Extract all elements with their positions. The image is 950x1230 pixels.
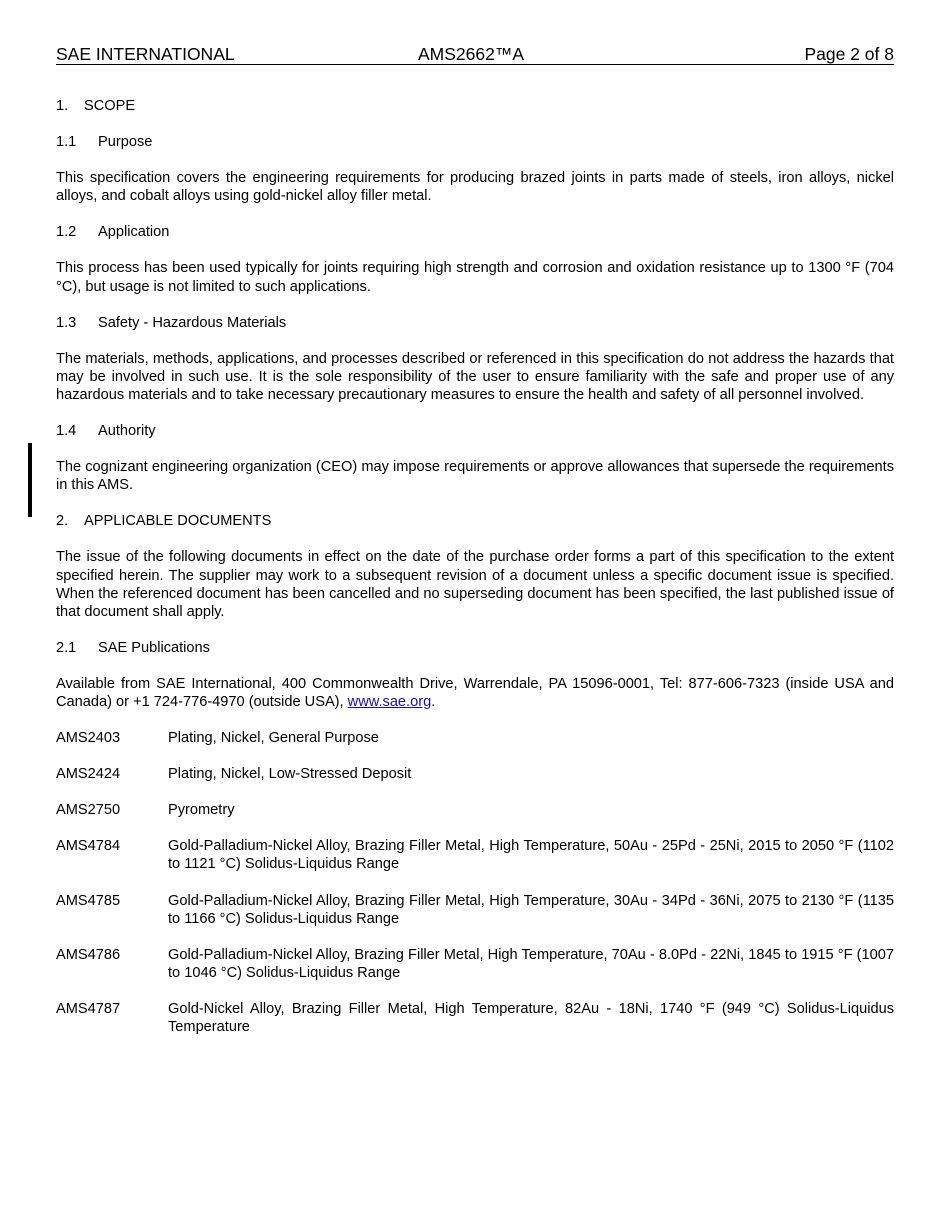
section-1-2-heading	[56, 223, 894, 241]
document-body	[56, 97, 894, 1054]
reference-code: AMS2403	[56, 730, 121, 747]
applicable-documents-paragraph: The issue of the following documents in effect on the date of the purchase order forms a part of this specification to the extent specified herein. The supplier may work to a subsequent revision of a document unless a specific document issue is specified. When the referenced document has been cancelled and no superseding document has been specified, the last published issue of that document shall apply.	[56, 549, 894, 620]
reference-item	[56, 729, 894, 747]
reference-code: AMS2424	[56, 766, 121, 783]
reference-item	[56, 892, 894, 928]
reference-code: AMS4786	[56, 946, 121, 963]
reference-title: Plating, Nickel, Low-Stressed Deposit	[168, 766, 412, 783]
reference-item	[56, 1000, 894, 1036]
reference-item	[56, 765, 894, 783]
authority-paragraph: The cognizant engineering organization (CEO) may impose requirements or approve allowances that supersede the requirements in this AMS.	[56, 459, 894, 494]
link-trailing-period: .	[431, 693, 436, 710]
section-2-1-heading	[56, 639, 894, 657]
reference-title: Gold-Nickel Alloy, Brazing Filler Metal, High Temperature, 82Au - 18Ni, 1740 °F (949 °C) Solidus-Liquidus Temperature	[168, 1000, 894, 1035]
reference-code: AMS2750	[56, 802, 121, 819]
header-document-id: AMS2662™A	[418, 44, 525, 64]
reference-title: Gold-Palladium-Nickel Alloy, Brazing Filler Metal, High Temperature, 50Au - 25Pd - 25Ni, 2015 to 2050 °F (1102 to 1121 °C) Solidus-Liquidus Range	[168, 838, 894, 873]
section-number: 1.1	[56, 134, 77, 151]
section-1-4-heading	[56, 422, 894, 440]
section-number: 2.1	[56, 639, 77, 656]
section-title: SAE Publications	[98, 639, 210, 656]
sae-website-link[interactable]: www.sae.org	[347, 693, 432, 710]
header-page-number: Page 2 of 8	[804, 44, 894, 64]
reference-list	[56, 729, 894, 1036]
safety-paragraph: The materials, methods, applications, and processes described or referenced in this specification do not address the hazards that may be involved in such use. It is the sole responsibility of the user to ensure familiarity with the safe and proper use of any hazardous materials and to take necessary precautionary measures to ensure the health and safety of all personnel involved.	[56, 350, 894, 403]
section-number: 1.3	[56, 314, 77, 331]
header-organization: SAE INTERNATIONAL	[56, 44, 235, 64]
section-title: SCOPE	[84, 98, 136, 114]
application-paragraph: This process has been used typically for joints requiring high strength and corrosion and oxidation resistance up to 1300 °F (704 °C), but usage is not limited to such applications.	[56, 260, 894, 295]
reference-code: AMS4784	[56, 838, 121, 855]
section-title: Purpose	[98, 134, 153, 151]
reference-title: Pyrometry	[168, 802, 235, 819]
purpose-paragraph: This specification covers the engineering requirements for producing brazed joints in parts made of steels, iron alloys, nickel alloys, and cobalt alloys using gold-nickel alloy filler metal.	[56, 170, 894, 205]
section-title: Authority	[98, 423, 156, 440]
section-number: 1.2	[56, 224, 77, 241]
section-1-3-heading	[56, 314, 894, 332]
reference-title: Gold-Palladium-Nickel Alloy, Brazing Filler Metal, High Temperature, 30Au - 34Pd - 36Ni, 2075 to 2130 °F (1135 to 1166 °C) Solidus-Liquidus Range	[168, 892, 894, 927]
section-2-heading	[56, 512, 894, 530]
section-title: APPLICABLE DOCUMENTS	[84, 513, 272, 530]
section-number: 2.	[56, 513, 69, 530]
reference-item	[56, 837, 894, 873]
section-1-heading	[56, 97, 894, 115]
section-number: 1.4	[56, 423, 77, 440]
sae-publications-paragraph	[56, 675, 894, 711]
reference-code: AMS4785	[56, 892, 121, 909]
reference-code: AMS4787	[56, 1000, 121, 1017]
section-1-1-heading	[56, 133, 894, 151]
section-title: Application	[98, 224, 170, 241]
reference-item	[56, 801, 894, 819]
reference-item	[56, 946, 894, 982]
availability-text: Available from SAE International, 400 Commonwealth Drive, Warrendale, PA 15096-0001, Tel: 877-606-7323 (inside USA and Canada) or +1 724-776-4970 (outside USA),	[56, 675, 894, 710]
section-title: Safety - Hazardous Materials	[98, 314, 287, 331]
section-number: 1.	[56, 98, 69, 114]
reference-title: Plating, Nickel, General Purpose	[168, 730, 379, 747]
revision-change-bar	[28, 443, 32, 517]
page-header	[56, 44, 894, 65]
reference-title: Gold-Palladium-Nickel Alloy, Brazing Filler Metal, High Temperature, 70Au - 8.0Pd - 22Ni, 1845 to 1915 °F (1007 to 1046 °C) Solidus-Liquidus Range	[168, 946, 894, 981]
